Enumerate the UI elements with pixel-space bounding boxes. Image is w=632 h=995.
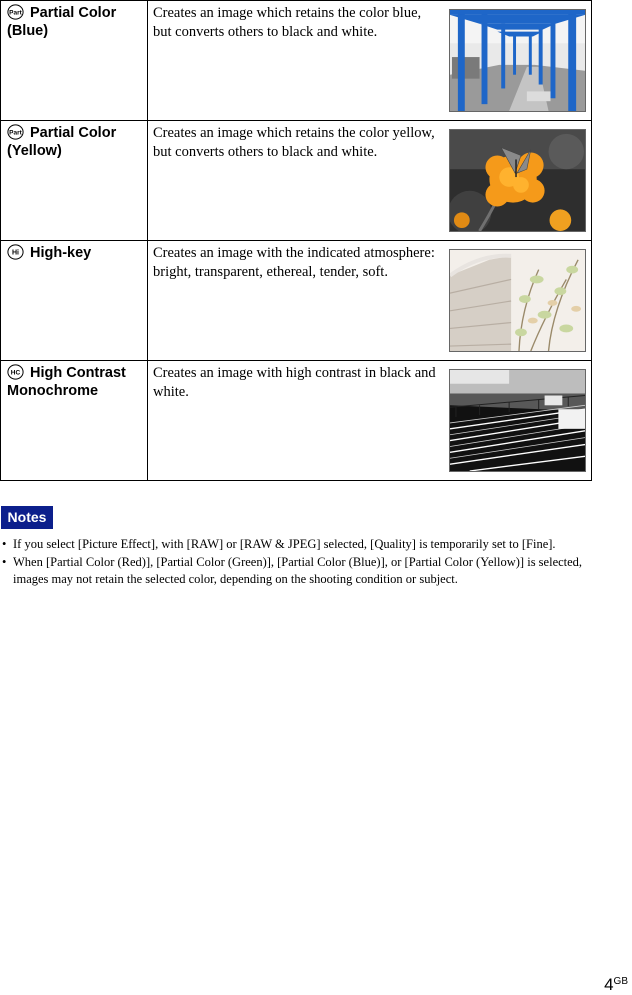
notes-badge: Notes — [1, 506, 53, 529]
effect-name: Partial Color (Blue) — [7, 5, 117, 39]
effect-description: Creates an image which retains the color blue, but converts others to black and white. — [153, 5, 422, 40]
high-key-icon — [7, 244, 24, 260]
effect-name-cell — [1, 1, 148, 121]
effect-description-cell — [148, 121, 592, 241]
high-contrast-mono-icon — [7, 364, 24, 380]
page-number-value: 4 — [604, 975, 614, 994]
effect-name-cell — [1, 361, 148, 481]
svg-text:Hi: Hi — [12, 249, 19, 257]
table-row — [1, 361, 592, 481]
page-number-suffix: GB — [613, 976, 628, 987]
effect-description: Creates an image which retains the color yellow, but converts others to black and white. — [153, 125, 435, 160]
effect-description-cell — [148, 361, 592, 481]
monochrome-waterfront-photo — [449, 369, 586, 472]
effect-description: Creates an image with the indicated atmosphere: bright, transparent, ethereal, tender, soft. — [153, 245, 435, 280]
effect-description-cell — [148, 241, 592, 361]
bright-plant-photo — [449, 249, 586, 352]
svg-text:Part: Part — [9, 9, 22, 17]
effect-name-cell — [1, 121, 148, 241]
effect-description: Creates an image with high contrast in black and white. — [153, 365, 436, 400]
effect-name: Partial Color (Yellow) — [7, 125, 117, 159]
svg-text:HC: HC — [10, 369, 21, 377]
effect-description-cell — [148, 1, 592, 121]
list-item: • If you select [Picture Effect], with [RAW] or [RAW & JPEG] selected, [Quality] is temporarily set to [Fine]. — [0, 536, 596, 553]
notes-list — [0, 536, 596, 589]
partial-color-icon — [7, 124, 24, 140]
effect-name-cell — [1, 241, 148, 361]
table-row — [1, 1, 592, 121]
svg-text:Part: Part — [9, 129, 22, 137]
picture-effects-table — [0, 0, 592, 481]
partial-color-icon — [7, 4, 24, 20]
table-row — [1, 241, 592, 361]
effect-name: High Contrast Monochrome — [7, 365, 126, 399]
effect-name: High-key — [30, 245, 92, 261]
table-row — [1, 121, 592, 241]
blue-boardwalk-photo — [449, 9, 586, 112]
list-item: • When [Partial Color (Red)], [Partial Color (Green)], [Partial Color (Blue)], or [Partial Color (Yellow)] is selected, images may not retain the selected color, depending on the shooting condition or subject. — [0, 554, 596, 588]
yellow-flower-butterfly-photo — [449, 129, 586, 232]
